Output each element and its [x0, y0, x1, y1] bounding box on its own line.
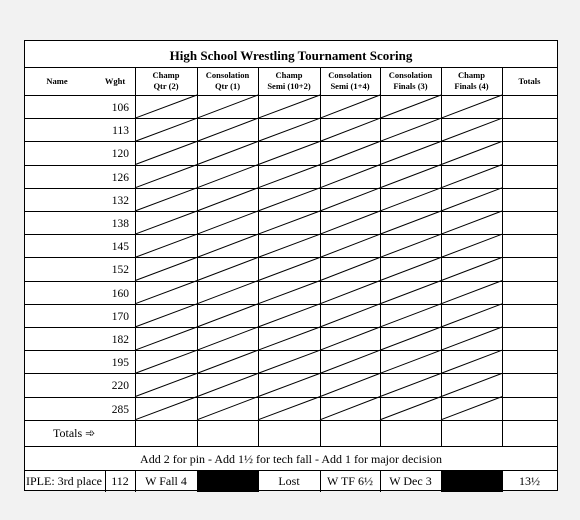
score-cell-diagonal	[135, 188, 197, 211]
score-cell-diagonal	[320, 373, 380, 396]
score-cell-diagonal	[197, 211, 258, 234]
score-cell-diagonal	[441, 234, 502, 257]
score-cell-diagonal	[441, 118, 502, 141]
score-cell-diagonal	[320, 234, 380, 257]
weight-label: 132	[111, 194, 129, 207]
score-cell-diagonal	[258, 141, 320, 164]
weight-label: 160	[111, 287, 129, 300]
header-round-line1: Consolation	[205, 70, 250, 80]
weight-label: 120	[111, 148, 129, 161]
weight-label: 182	[111, 334, 129, 346]
weight-label: 145	[111, 241, 129, 254]
score-cell-diagonal	[135, 118, 197, 141]
score-cell-diagonal	[197, 188, 258, 211]
score-cell-diagonal	[258, 118, 320, 141]
score-cell-diagonal	[320, 188, 380, 211]
sheet-title: High School Wrestling Tournament Scoring	[169, 48, 413, 63]
header-round-line1: Champ	[152, 70, 180, 80]
header-round-line1: Consolation	[328, 70, 372, 80]
score-cell-diagonal	[441, 327, 502, 350]
score-cell-diagonal	[135, 141, 197, 164]
score-cell-diagonal	[441, 257, 502, 280]
example-result-3: Lost	[278, 473, 300, 488]
score-cell-diagonal	[320, 350, 380, 373]
score-cell-diagonal	[197, 118, 258, 141]
score-cell-diagonal	[380, 373, 441, 396]
score-cell-diagonal	[258, 350, 320, 373]
score-cell-diagonal	[441, 188, 502, 211]
score-cell-diagonal	[258, 95, 320, 118]
header-weight: Wght	[104, 75, 126, 86]
score-cell-diagonal	[380, 234, 441, 257]
weight-label: 138	[111, 218, 129, 230]
score-cell-diagonal	[135, 350, 197, 373]
score-cell-diagonal	[258, 373, 320, 396]
header-round-line2: Finals (4)	[454, 81, 489, 91]
weight-label: 126	[111, 171, 129, 184]
score-cell-diagonal	[441, 165, 502, 188]
score-cell-diagonal	[380, 350, 441, 373]
score-cell-diagonal	[441, 350, 502, 373]
score-cell-diagonal	[380, 211, 441, 234]
score-cell-diagonal	[441, 397, 502, 420]
example-result-5: W Dec 3	[389, 473, 432, 488]
score-cell-diagonal	[380, 397, 441, 420]
score-cell-diagonal	[135, 281, 197, 304]
example-result-2	[197, 470, 258, 492]
header-name: Name	[46, 75, 68, 86]
header-round-line1: Champ	[275, 70, 303, 80]
weight-label: 285	[111, 403, 129, 416]
scoring-note: Add 2 for pin - Add 1½ for tech fall - Add 1 for major decision	[140, 451, 442, 466]
score-cell-diagonal	[135, 165, 197, 188]
score-cell-diagonal	[380, 281, 441, 304]
score-cell-diagonal	[380, 95, 441, 118]
score-cell-diagonal	[380, 165, 441, 188]
score-cell-diagonal	[380, 327, 441, 350]
score-cell-diagonal	[197, 257, 258, 280]
header-round-line2: Qtr (1)	[214, 81, 241, 91]
score-cell-diagonal	[380, 304, 441, 327]
example-result-1: W Fall 4	[145, 473, 187, 488]
score-cell-diagonal	[258, 257, 320, 280]
score-cell-diagonal	[197, 165, 258, 188]
header-round-line1: Consolation	[388, 70, 433, 80]
score-cell-diagonal	[320, 281, 380, 304]
weight-label: 220	[111, 380, 129, 393]
score-cell-diagonal	[441, 211, 502, 234]
score-cell-diagonal	[258, 397, 320, 420]
scoring-sheet	[24, 40, 558, 491]
weight-label: 152	[111, 264, 129, 277]
score-cell-diagonal	[197, 281, 258, 304]
weight-label: 195	[111, 357, 129, 370]
score-cell-diagonal	[320, 304, 380, 327]
score-cell-diagonal	[320, 118, 380, 141]
score-cell-diagonal	[258, 304, 320, 327]
example-weight: 112	[111, 473, 129, 488]
example-result-4: W TF 6½	[327, 473, 373, 488]
score-cell-diagonal	[197, 350, 258, 373]
example-result-6	[441, 470, 502, 492]
score-cell-diagonal	[320, 165, 380, 188]
score-cell-diagonal	[135, 397, 197, 420]
score-cell-diagonal	[258, 281, 320, 304]
score-cell-diagonal	[258, 234, 320, 257]
weight-label: 170	[111, 310, 129, 323]
score-cell-diagonal	[197, 141, 258, 164]
score-cell-diagonal	[320, 397, 380, 420]
score-cell-diagonal	[320, 211, 380, 234]
score-cell-diagonal	[380, 141, 441, 164]
header-round-line2: Semi (10+2)	[267, 81, 311, 91]
score-cell-diagonal	[320, 327, 380, 350]
score-cell-diagonal	[197, 397, 258, 420]
score-cell-diagonal	[380, 257, 441, 280]
score-cell-diagonal	[258, 165, 320, 188]
score-cell-diagonal	[258, 327, 320, 350]
score-cell-diagonal	[135, 211, 197, 234]
score-cell-diagonal	[320, 95, 380, 118]
score-cell-diagonal	[380, 188, 441, 211]
score-cell-diagonal	[441, 304, 502, 327]
score-cell-diagonal	[441, 373, 502, 396]
header-round-line1: Champ	[458, 70, 485, 80]
score-cell-diagonal	[135, 95, 197, 118]
weight-label: 113	[112, 125, 129, 138]
header-round-line2: Qtr (2)	[153, 81, 179, 91]
example-total: 13½	[519, 473, 540, 488]
score-cell-diagonal	[135, 304, 197, 327]
score-cell-diagonal	[197, 327, 258, 350]
totals-row-label: Totals ➾	[53, 425, 96, 440]
score-cell-diagonal	[320, 257, 380, 280]
header-totals: Totals	[518, 75, 541, 86]
score-cell-diagonal	[135, 373, 197, 396]
score-cell-diagonal	[135, 327, 197, 350]
score-cell-diagonal	[258, 211, 320, 234]
score-cell-diagonal	[441, 95, 502, 118]
score-cell-diagonal	[197, 304, 258, 327]
header-round-line2: Finals (3)	[393, 81, 428, 91]
score-cell-diagonal	[320, 141, 380, 164]
weight-label: 106	[111, 102, 129, 114]
score-cell-diagonal	[197, 373, 258, 396]
score-cell-diagonal	[258, 188, 320, 211]
score-cell-diagonal	[380, 118, 441, 141]
header-round-line2: Semi (1+4)	[330, 81, 370, 91]
score-cell-diagonal	[197, 95, 258, 118]
score-cell-diagonal	[441, 141, 502, 164]
score-cell-diagonal	[135, 257, 197, 280]
score-cell-diagonal	[197, 234, 258, 257]
example-label: IPLE: 3rd place	[26, 473, 102, 488]
score-cell-diagonal	[135, 234, 197, 257]
score-cell-diagonal	[441, 281, 502, 304]
